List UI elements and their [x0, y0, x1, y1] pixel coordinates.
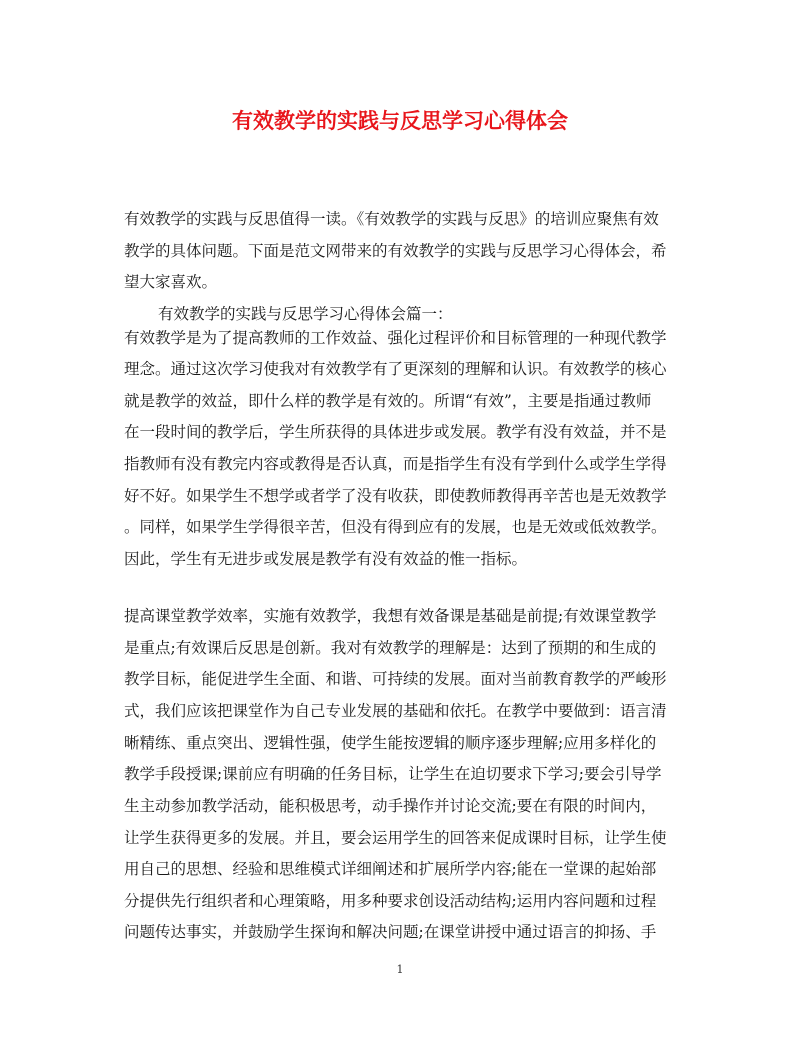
paragraph-line: 就是教学的效益，即什么样的教学是有效的。所谓“有效”，主要是指通过教师 — [124, 392, 652, 410]
paragraph-line: 在一段时间的教学后，学生所获得的具体进步或发展。教学有没有效益，并不是 — [124, 423, 667, 441]
page-number: 1 — [396, 963, 404, 976]
paragraph-line: 晰精练、重点突出、逻辑性强，使学生能按逻辑的顺序逐步理解;应用多样化的 — [124, 734, 657, 752]
paragraph-line: 让学生获得更多的发展。并且，要会运用学生的回答来促成课时目标，让学生使 — [124, 829, 667, 847]
paragraph-line: 式，我们应该把课堂作为自己专业发展的基础和依托。在教学中要做到：语言清 — [124, 702, 667, 720]
paragraph-line: 好不好。如果学生不想学或者学了没有收获，即使教师教得再辛苦也是无效教学 — [124, 487, 667, 505]
paragraph-line: 是重点;有效课后反思是创新。我对有效教学的理解是：达到了预期的和生成的 — [124, 639, 657, 657]
paragraph-line: 指教师有没有教完内容或教得是否认真，而是指学生有没有学到什么或学生学得 — [124, 455, 667, 473]
paragraph-line: 有效教学的实践与反思值得一读。《有效教学的实践与反思》的培训应聚焦有效 — [124, 210, 659, 228]
paragraph-line: 因此，学生有无进步或发展是教学有没有效益的惟一指标。 — [124, 550, 528, 568]
paragraph-line: 有效教学是为了提高教师的工作效益、强化过程评价和目标管理的一种现代教学 — [124, 329, 667, 347]
section-heading: 有效教学的实践与反思学习心得体会篇一： — [158, 305, 453, 323]
paragraph-line: 教学目标，能促进学生全面、和谐、可持续的发展。面对当前教育教学的严峻形 — [124, 670, 667, 688]
paragraph-line: 教学的具体问题。下面是范文网带来的有效教学的实践与反思学习心得体会，希 — [124, 242, 667, 260]
paragraph-line: 教学手段授课;课前应有明确的任务目标，让学生在迫切要求下学习;要会引导学 — [124, 765, 662, 783]
paragraph-line: 。同样，如果学生学得很辛苦，但没有得到应有的发展，也是无效或低效教学。 — [124, 518, 667, 536]
document-title: 有效教学的实践与反思学习心得体会 — [232, 108, 568, 133]
paragraph-line: 望大家喜欢。 — [124, 273, 218, 291]
paragraph-line: 分提供先行组织者和心理策略，用多种要求创设活动结构;运用内容问题和过程 — [124, 892, 657, 910]
paragraph-line: 用自己的思想、经验和思维模式详细阐述和扩展所学内容;能在一堂课的起始部 — [124, 860, 657, 878]
paragraph-line: 生主动参加教学活动，能积极思考，动手操作并讨论交流;要在有限的时间内， — [124, 797, 657, 815]
paragraph-line: 提高课堂教学效率，实施有效教学，我想有效备课是基础是前提;有效课堂教学 — [124, 607, 657, 625]
paragraph-line: 理念。通过这次学习使我对有效教学有了更深刻的理解和认识。有效教学的核心 — [124, 360, 667, 378]
paragraph-line: 问题传达事实，并鼓励学生探询和解决问题;在课堂讲授中通过语言的抑扬、手 — [124, 923, 657, 941]
